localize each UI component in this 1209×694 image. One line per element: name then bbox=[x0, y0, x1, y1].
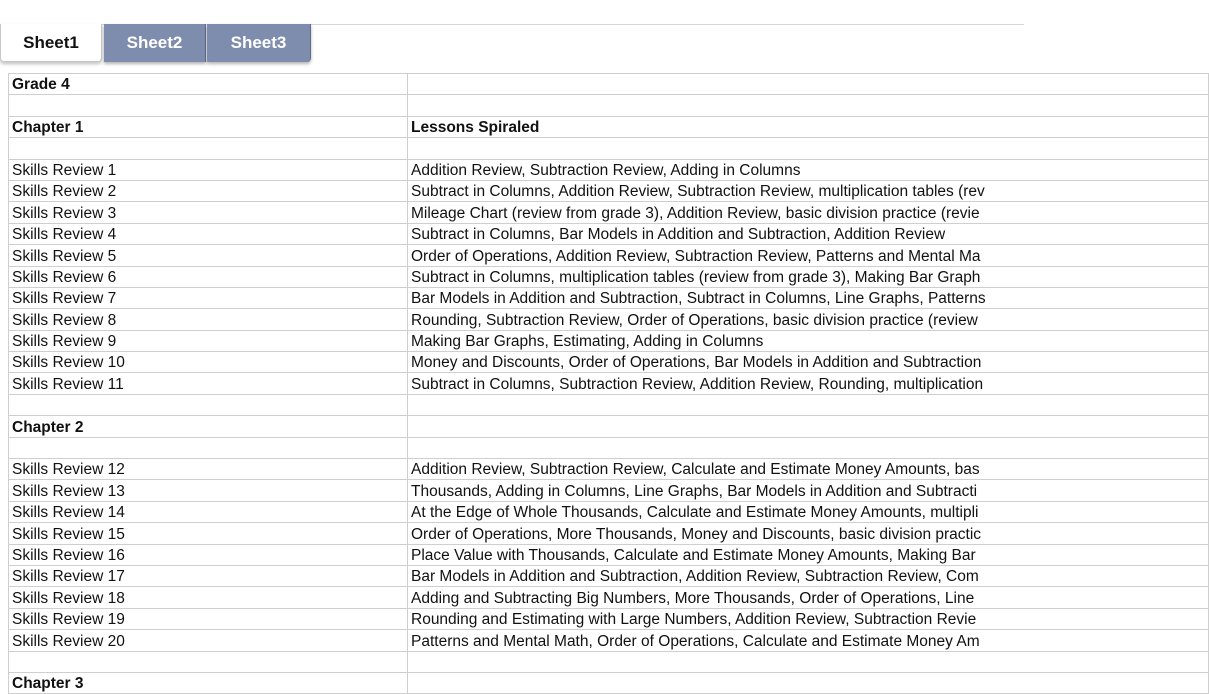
cell-col-b[interactable]: At the Edge of Whole Thousands, Calculate and Estimate Money Amounts, multipli bbox=[408, 501, 1209, 522]
skills-review-row bbox=[9, 159, 1209, 180]
skills-review-row bbox=[9, 373, 1209, 394]
skills-review-row bbox=[9, 459, 1209, 480]
cell-col-b[interactable]: Subtract in Columns, Bar Models in Addition and Subtraction, Addition Review bbox=[408, 223, 1209, 244]
cell-col-a[interactable]: Skills Review 2 bbox=[9, 180, 408, 201]
cell-col-b[interactable]: Addition Review, Subtraction Review, Adding in Columns bbox=[408, 159, 1209, 180]
cell-col-b[interactable]: Subtract in Columns, multiplication tables (review from grade 3), Making Bar Graph bbox=[408, 266, 1209, 287]
skills-review-row bbox=[9, 480, 1209, 501]
cell-col-b[interactable]: Patterns and Mental Math, Order of Operations, Calculate and Estimate Money Am bbox=[408, 630, 1209, 651]
cell-col-b[interactable]: Bar Models in Addition and Subtraction, Subtract in Columns, Line Graphs, Patterns bbox=[408, 287, 1209, 308]
cell-col-b[interactable]: Bar Models in Addition and Subtraction, Addition Review, Subtraction Review, Com bbox=[408, 565, 1209, 586]
cell-col-b[interactable] bbox=[408, 74, 1209, 95]
cell-col-b[interactable]: Making Bar Graphs, Estimating, Adding in Columns bbox=[408, 330, 1209, 351]
skills-review-row bbox=[9, 587, 1209, 608]
cell-col-a[interactable]: Skills Review 5 bbox=[9, 245, 408, 266]
empty-row bbox=[9, 651, 1209, 672]
cell-col-a[interactable] bbox=[9, 95, 408, 116]
empty-row bbox=[9, 138, 1209, 159]
cell-col-b[interactable] bbox=[408, 394, 1209, 415]
cell-col-b[interactable] bbox=[408, 437, 1209, 458]
cell-col-b[interactable]: Money and Discounts, Order of Operations, Bar Models in Addition and Subtraction bbox=[408, 352, 1209, 373]
cell-col-b[interactable]: Rounding and Estimating with Large Numbers, Addition Review, Subtraction Revie bbox=[408, 608, 1209, 629]
cell-col-b[interactable]: Adding and Subtracting Big Numbers, More Thousands, Order of Operations, Line bbox=[408, 587, 1209, 608]
chapter-header-row bbox=[9, 672, 1209, 693]
grade-title-row bbox=[9, 74, 1209, 95]
skills-review-row bbox=[9, 202, 1209, 223]
cell-col-b[interactable]: Thousands, Adding in Columns, Line Graphs, Bar Models in Addition and Subtracti bbox=[408, 480, 1209, 501]
cell-col-b[interactable] bbox=[408, 672, 1209, 693]
cell-col-a[interactable] bbox=[9, 138, 408, 159]
cell-col-b[interactable] bbox=[408, 138, 1209, 159]
cell-col-a[interactable]: Grade 4 bbox=[9, 74, 408, 95]
toolbar-strip bbox=[0, 0, 1024, 25]
skills-review-row bbox=[9, 565, 1209, 586]
skills-review-row bbox=[9, 287, 1209, 308]
cell-col-b[interactable]: Lessons Spiraled bbox=[408, 116, 1209, 137]
cell-col-a[interactable]: Chapter 3 bbox=[9, 672, 408, 693]
sheet-table bbox=[8, 73, 1209, 694]
cell-col-a[interactable]: Skills Review 13 bbox=[9, 480, 408, 501]
cell-col-a[interactable]: Skills Review 7 bbox=[9, 287, 408, 308]
cell-col-a[interactable]: Skills Review 10 bbox=[9, 352, 408, 373]
skills-review-row bbox=[9, 330, 1209, 351]
cell-col-a[interactable]: Skills Review 18 bbox=[9, 587, 408, 608]
skills-review-row bbox=[9, 180, 1209, 201]
cell-col-a[interactable]: Skills Review 8 bbox=[9, 309, 408, 330]
empty-row bbox=[9, 394, 1209, 415]
cell-col-b[interactable] bbox=[408, 95, 1209, 116]
skills-review-row bbox=[9, 223, 1209, 244]
skills-review-row bbox=[9, 309, 1209, 330]
cell-col-a[interactable] bbox=[9, 437, 408, 458]
cell-col-b[interactable]: Order of Operations, Addition Review, Subtraction Review, Patterns and Mental Ma bbox=[408, 245, 1209, 266]
empty-row bbox=[9, 437, 1209, 458]
sheet-tab-bar bbox=[0, 24, 1024, 64]
cell-col-b[interactable]: Subtract in Columns, Addition Review, Subtraction Review, multiplication tables (rev bbox=[408, 180, 1209, 201]
cell-col-a[interactable]: Skills Review 9 bbox=[9, 330, 408, 351]
cell-col-a[interactable]: Skills Review 4 bbox=[9, 223, 408, 244]
tab-sheet2[interactable]: Sheet2 bbox=[104, 24, 206, 62]
tab-sheet3[interactable]: Sheet3 bbox=[207, 24, 311, 62]
skills-review-row bbox=[9, 266, 1209, 287]
skills-review-row bbox=[9, 245, 1209, 266]
skills-review-row bbox=[9, 544, 1209, 565]
cell-col-a[interactable] bbox=[9, 394, 408, 415]
empty-row bbox=[9, 95, 1209, 116]
skills-review-row bbox=[9, 630, 1209, 651]
skills-review-row bbox=[9, 352, 1209, 373]
cell-col-b[interactable]: Addition Review, Subtraction Review, Calculate and Estimate Money Amounts, bas bbox=[408, 459, 1209, 480]
sheet-grid bbox=[8, 73, 1024, 693]
cell-col-a[interactable]: Skills Review 11 bbox=[9, 373, 408, 394]
cell-col-a[interactable]: Skills Review 6 bbox=[9, 266, 408, 287]
cell-col-a[interactable]: Chapter 2 bbox=[9, 416, 408, 437]
tab-sheet1[interactable]: Sheet1 bbox=[0, 24, 102, 62]
cell-col-a[interactable]: Skills Review 1 bbox=[9, 159, 408, 180]
cell-col-a[interactable] bbox=[9, 651, 408, 672]
cell-col-a[interactable]: Skills Review 20 bbox=[9, 630, 408, 651]
cell-col-b[interactable] bbox=[408, 651, 1209, 672]
skills-review-row bbox=[9, 608, 1209, 629]
skills-review-row bbox=[9, 523, 1209, 544]
cell-col-a[interactable]: Skills Review 19 bbox=[9, 608, 408, 629]
cell-col-a[interactable]: Skills Review 16 bbox=[9, 544, 408, 565]
cell-col-b[interactable]: Mileage Chart (review from grade 3), Addition Review, basic division practice (revie bbox=[408, 202, 1209, 223]
cell-col-a[interactable]: Skills Review 3 bbox=[9, 202, 408, 223]
cell-col-a[interactable]: Skills Review 12 bbox=[9, 459, 408, 480]
cell-col-b[interactable]: Subtract in Columns, Subtraction Review, Addition Review, Rounding, multiplication bbox=[408, 373, 1209, 394]
cell-col-b[interactable]: Rounding, Subtraction Review, Order of Operations, basic division practice (review bbox=[408, 309, 1209, 330]
chapter-header-row bbox=[9, 116, 1209, 137]
chapter-header-row bbox=[9, 416, 1209, 437]
cell-col-a[interactable]: Chapter 1 bbox=[9, 116, 408, 137]
cell-col-b[interactable] bbox=[408, 416, 1209, 437]
cell-col-a[interactable]: Skills Review 15 bbox=[9, 523, 408, 544]
skills-review-row bbox=[9, 501, 1209, 522]
cell-col-b[interactable]: Place Value with Thousands, Calculate and Estimate Money Amounts, Making Bar bbox=[408, 544, 1209, 565]
cell-col-a[interactable]: Skills Review 17 bbox=[9, 565, 408, 586]
cell-col-b[interactable]: Order of Operations, More Thousands, Money and Discounts, basic division practic bbox=[408, 523, 1209, 544]
cell-col-a[interactable]: Skills Review 14 bbox=[9, 501, 408, 522]
